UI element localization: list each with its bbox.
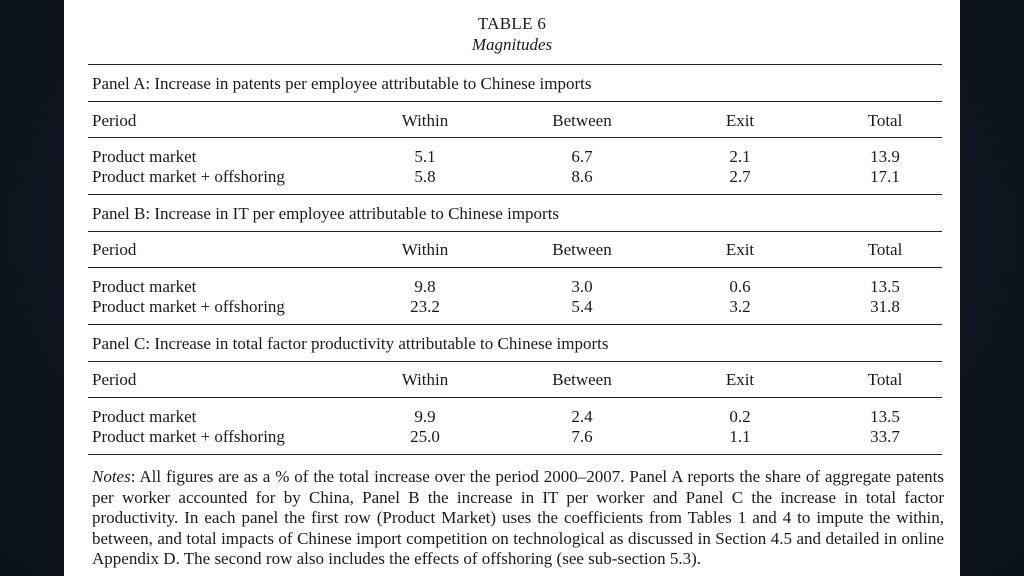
rule [88,137,942,138]
row-period: Product market + offshoring [92,297,285,316]
panel-b-heading: Panel B: Increase in IT per employee attributable to Chinese imports [92,204,560,223]
row-exit: 2.1 [729,147,751,166]
row-between: 3.0 [571,277,593,296]
row-total: 31.8 [870,297,900,316]
row-between: 5.4 [571,297,593,316]
rule [88,267,942,268]
column-header-between: Between [552,240,612,259]
row-between: 2.4 [571,407,593,426]
row-period: Product market + offshoring [92,167,285,186]
row-exit: 3.2 [729,297,751,316]
column-header-period: Period [92,240,137,259]
row-period: Product market [92,277,197,296]
rule-top [88,64,942,65]
column-header-between: Between [552,111,612,130]
row-total: 33.7 [870,427,900,446]
row-within: 9.8 [414,277,436,296]
row-exit: 0.2 [729,407,751,426]
column-header-period: Period [92,111,137,130]
rule [88,194,942,195]
row-between: 6.7 [571,147,593,166]
column-header-within: Within [401,111,449,130]
column-header-between: Between [552,370,612,389]
paper-page [64,0,960,576]
table-subtitle: Magnitudes [471,35,553,54]
row-total: 13.5 [870,407,900,426]
notes-label: Notes [92,467,131,486]
row-exit: 2.7 [729,167,751,186]
row-within: 5.1 [414,147,436,166]
notes-text: : All figures are as a % of the total increase over the period 2000–2007. Panel A reports the share of aggregate patents per worker accounted for by China, Panel B the increase in IT per worker and Panel C the increase in total factor productivity. In each panel the first row (Product Market) uses the coefficients from Tables 1 and 4 to impute the within, between, and total impacts of Chinese import competition on technological as discussed in Section 4.5 and detailed in online Appendix D. The second row also includes the effects of offshoring (see sub-section 5.3). [92,467,944,569]
row-total: 17.1 [870,167,900,186]
column-header-exit: Exit [725,240,755,259]
column-header-within: Within [401,370,449,389]
column-header-total: Total [867,240,903,259]
row-within: 23.2 [410,297,440,316]
column-header-exit: Exit [725,111,755,130]
table-notes [92,467,944,570]
column-header-exit: Exit [725,370,755,389]
panel-c-heading: Panel C: Increase in total factor productivity attributable to Chinese imports [92,334,609,353]
row-exit: 1.1 [729,427,751,446]
column-header-within: Within [401,240,449,259]
column-header-total: Total [867,111,903,130]
rule [88,397,942,398]
table-title: TABLE 6 [477,14,547,33]
rule [88,231,942,232]
row-period: Product market + offshoring [92,427,285,446]
row-within: 5.8 [414,167,436,186]
column-header-total: Total [867,370,903,389]
row-within: 25.0 [410,427,440,446]
row-total: 13.5 [870,277,900,296]
column-header-period: Period [92,370,137,389]
row-period: Product market [92,147,197,166]
rule [88,101,942,102]
row-between: 8.6 [571,167,593,186]
panel-a-heading: Panel A: Increase in patents per employee attributable to Chinese imports [92,74,592,93]
row-period: Product market [92,407,197,426]
rule-bottom [88,454,942,455]
row-within: 9.9 [414,407,436,426]
rule [88,324,942,325]
row-total: 13.9 [870,147,900,166]
row-exit: 0.6 [729,277,751,296]
row-between: 7.6 [571,427,593,446]
rule [88,361,942,362]
